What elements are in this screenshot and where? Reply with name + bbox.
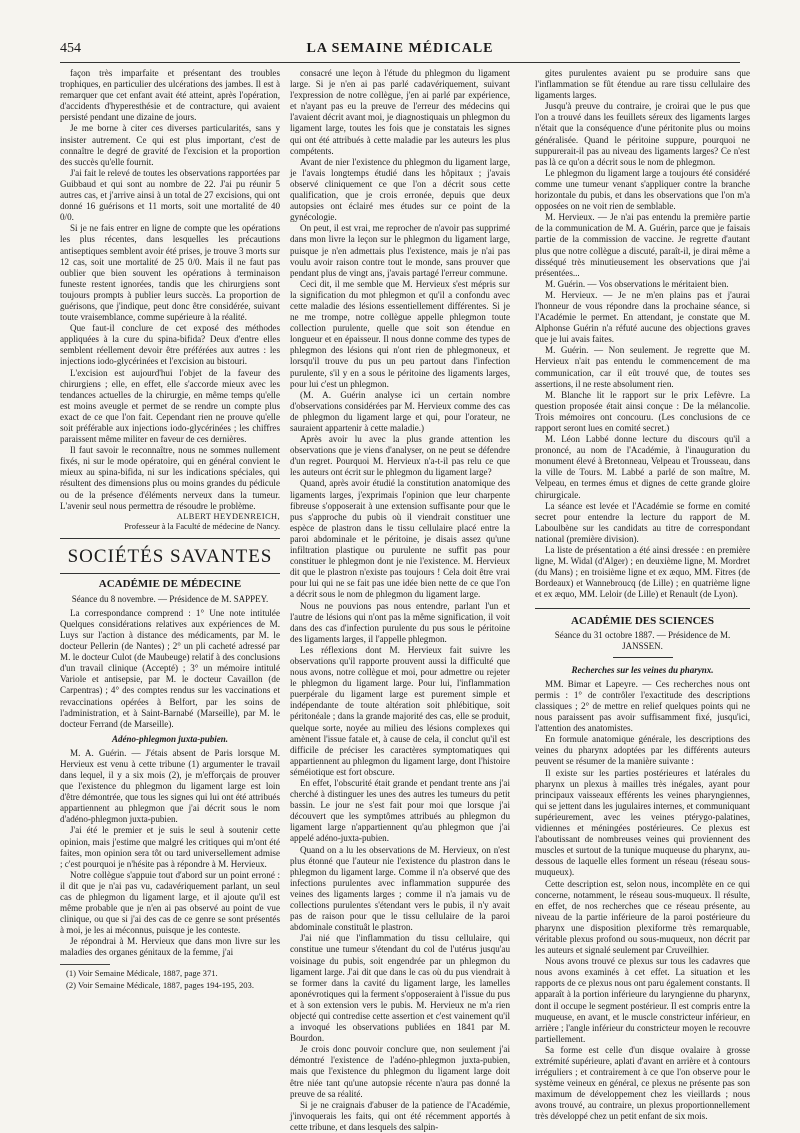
paragraph: La séance est levée et l'Académie se forme en comité secret pour entendre la lecture du rapport de M. Laboulbène sur les candidats au titre de correspondant national (première division). (535, 500, 750, 544)
paragraph: J'ai été le premier et je suis le seul à soutenir cette opinion, mais j'estime que malgré les critiques qui m'ont été faites, mon opinion sera tôt ou tard universellement admise ; c'est pourquoi je n'hésite pas à répondre à M. Hervieux. (60, 825, 280, 869)
paragraph: Quand, après avoir étudié la constitution anatomique des ligaments larges, j'exprimais l'opinion que leur charpente fibreuse s'opposerait à une extension suffisante pour que le pus s'approche du pubis où il viendrait constituer une espèce de plastron dans le tissu cellulaire placé entre la paroi abdominale et le péritoine, je disais assez qu'une infiltration plastique ou purulente ne suffit pas pour constituer le phlegmon dont je nie l'existence. M. Hervieux dit que le plastron n'existe pas toujours ! Cela doit être vrai pour lui qui ne se fait pas une idée bien nette de ce que l'on a décrit sous le nom de phlegmon du ligament large. (290, 478, 510, 600)
paragraph: En formule anatomique générale, les descriptions des veines du pharynx adoptées par les différents auteurs peuvent se résumer de la manière suivante : (535, 734, 750, 767)
subsection-title: Adéno-phlegmon juxta-pubien. (111, 733, 228, 744)
paragraph: Nous avons trouvé ce plexus sur tous les cadavres que nous avons examinés à cet effet. La situation et les rapports de ce plexus nous ont paru également constants. Il apparaît à la portion inférieure du laryngienne du pharynx, dont il occupe le segment postérieur. Il est compris entre la muqueuse, en avant, et le muscle constricteur inférieur, en arrière ; l'angle inférieur du constricteur moyen le recouvre partiellement. (535, 956, 750, 1044)
section-banner (60, 538, 280, 574)
paragraph: Si je ne fais entrer en ligne de compte que les opérations les plus récentes, dans lesquelles les précautions antiseptiques semblent avoir été prises, je trouve 3 morts sur 12 cas, soit une mortalité de 25 0/0. Mais il ne faut pas oublier que bien souvent les opérations à terminaison funeste restent ignorées, tandis que les chirurgiens sont toujours prompts à publier leurs succès. La proportion de guérisons, que j'indique, peut donc être considérée, suivant toute vraisemblance, comme supérieure à la réalité. (60, 223, 280, 323)
paragraph: gites purulentes avaient pu se produire sans que l'inflammation se fût étendue au rare tissu cellulaire des ligaments larges. (535, 68, 750, 101)
paragraph: Je répondrai à M. Hervieux que dans mon livre sur les maladies des organes génitaux de la femme, j'ai (60, 936, 280, 958)
paragraph: M. A. Guérin. — J'étais absent de Paris lorsque M. Hervieux est venu à cette tribune (1) argumenter le travail dans lequel, il y a six mois (2), je m'efforçais de prouver que l'existence du phlegmon du ligament large est loin d'être démontrée, que tous les signes qui lui ont été attribués appartiennent au phlegmon que j'ai décrit sous le nom d'adéno-phlegmon juxta-pubien. (60, 747, 280, 825)
correspondence-text: La correspondance comprend : 1° Une note intitulée Quelques considérations relatives aux expériences de M. Luys sur l'action à distance des médicaments, par M. le docteur Pellerin (de Nantes) ; 2° un pli cacheté adressé par M. le docteur Culot (de Maubeuge) relatif à des conclusions d'un travail clinique (Accepté) ; 3° un mémoire intitulé Variole et antisepsie, par M. le docteur Cavaillon (de Carpentras) ; 4° des comptes rendus sur les vaccinations et revaccinations opérées à Belfort, par les soins de l'administration, et à Saint-Barnabé (Marseille), par M. le docteur Ferrand (de Marseille). (60, 607, 280, 729)
academy-title-sciences: ACADÉMIE DES SCIENCES (570, 614, 715, 627)
paragraph: J'ai fait le relevé de toutes les observations rapportées par Guibbaud et qui sont au nombre de 22. J'ai pu réunir 5 autres cas, et j'arrive ainsi à un total de 27 excisions, qui ont donné 16 guérisons et 11 morts, soit une mortalité de 40 0/0. (60, 167, 280, 223)
paragraph: Avant de nier l'existence du phlegmon du ligament large, je l'avais longtemps étudié dans les hôpitaux ; j'avais observé cliniquement ce que l'on a décrit sous cette qualification, que je crois erronée, depuis que deux autopsies ont éclairé mes études sur ce point de la gynécologie. (290, 156, 510, 223)
academy-title: ACADÉMIE DE MÉDECINE (98, 578, 242, 591)
paragraph: Il faut savoir le reconnaître, nous ne sommes nullement fixés, ni sur le mode opératoire, qui en général convient le mieux au spina-bifida, ni sur les indications spéciales, qui résultent des dimensions plus ou moins grandes du pédicule ou de la présence d'éléments nerveux dans la tumeur. L'avenir seul nous permettra de résoudre le problème. (60, 445, 280, 511)
column-left (60, 68, 280, 991)
author-title: Professeur à la Faculté de médecine de Nancy. (124, 522, 280, 531)
section-divider (535, 608, 750, 609)
paragraph: Nous ne pouvions pas nous entendre, parlant l'un et l'autre de lésions qui n'ont pas la même signification, il voit dans des cas d'infection purulente du pus sous le péritoine des ligaments larges, il l'appelle phlegmon. (290, 600, 510, 644)
subsection-title-sciences: Recherches sur les veines du pharynx. (571, 664, 714, 675)
footnote: (1) Voir Semaine Médicale, 1887, page 371. (66, 967, 218, 978)
paragraph: M. Hervieux. — Je ne m'en plains pas et j'aurai l'honneur de vous répondre dans la prochaine séance, si l'Académie le permet. En attendant, je constate que M. Alphonse Guérin n'a réfuté aucune des objections graves que je lui avais faites. (535, 289, 750, 345)
paragraph: La liste de présentation a été ainsi dressée : en première ligne, M. Widal (d'Alger) ; en deuxième ligne, M. Mordret (du Mans) ; en troisième ligne et ex æquo, MM. Fitres (de Bordeaux) et Wannebroucq (de Lille) ; en quatrième ligne et ex æquo, MM. Leloir (de Lille) et Renault (de Lyon). (535, 545, 750, 600)
paragraph: Cette description est, selon nous, incomplète en ce qui concerne, notamment, le réseau sous-muqueux. Il résulte, en effet, de nos recherches que ce réseau présente, au niveau de la partie inférieure de la paroi postérieure du pharynx une disposition plexiforme très remarquable, véritable plexus profond ou sous-muqueux, non décrit par les auteurs et signalé seulement par Cruveilhier. (535, 878, 750, 956)
author-signature: ALBERT HEYDENREICH, (176, 511, 280, 521)
column-right (535, 68, 750, 1123)
paragraph: MM. Bimar et Lapeyre. — Ces recherches nous ont permis : 1° de contrôler l'exactitude des descriptions classiques ; 2° de mettre en relief quelques points qui ne nous paraissent pas avoir suffisamment fixé, jusqu'ici, l'attention des anatomistes. (535, 678, 750, 734)
paragraph: Les réflexions dont M. Hervieux fait suivre les observations qu'il rapporte prouvent aussi la difficulté que nous avons, notre collègue et moi, pour admettre ou rejeter le phlegmon du ligament large. Pour lui, l'inflammation puerpérale du ligament large est purement simple et indépendante de toute altération soit phlébitique, soit péritonéale ; dans la grande majorité des cas, elle se produit, quelque sorte, noyée au milieu des lésions complexes qui amènent l'issue fatale et, à cause de cela, il conclut qu'il est difficile de préciser les caractères symptomatiques qui appartiennent au phlegmon du ligament large, dont l'histoire séméiotique est fort obscure. (290, 644, 510, 777)
paragraph: (M. A. Guérin analyse ici un certain nombre d'observations considérées par M. Hervieux comme des cas de phlegmon du ligament large et qui, pour l'orateur, ne sauraient appartenir à cette maladie.) (290, 389, 510, 433)
paragraph: Notre collègue s'appuie tout d'abord sur un point erroné : il dit que je n'ai pas vu, cadavériquement parlant, un seul cas de phlegmon du ligament large, et il ajoute qu'il est même probable que je n'en ai pas observé au point de vue clinique, ou que si j'ai des cas de ce genre se sont présentés à moi, je les ai méconnus, puisque je les conteste. (60, 869, 280, 936)
paragraph: Quand on a lu les observations de M. Hervieux, on n'est plus étonné que l'auteur nie l'existence du plastron dans le phlegmon du ligament large. Comme il n'a observé que des infections purulentes avec inflammation suppurée des veines des ligaments larges ; comme il n'a jamais vu de collections purulentes s'étendant vers le pubis, il n'y avait pas de raison pour que le tissu cellulaire de la paroi abdominale constituât le plastron. (290, 844, 510, 933)
session-line: Séance du 8 novembre. — Présidence de M. SAPPEY. (71, 593, 269, 604)
paragraph: M. Léon Labbé donne lecture du discours qu'il a prononcé, au nom de l'Académie, à l'inauguration du monument élevé à Bretonneau, Velpeau et Trousseau, dans la ville de Tours. M. Labbé a parlé de son maître, M. Velpeau, en termes émus et dignes de cette grande gloire chirurgicale. (535, 434, 750, 500)
paragraph: M. Hervieux. — Je n'ai pas entendu la première partie de la communication de M. A. Guérin, parce que je faisais partie de la commission de vaccine. Je regrette d'autant plus que notre collègue a discuté, paraît-il, je dirai même a disséqué très minutieusement les observations que j'ai présentées... (535, 212, 750, 278)
paragraph: En effet, l'obscurité était grande et pendant trente ans j'ai cherché à distinguer les unes des autres les tumeurs du petit bassin. Le jour ne s'est fait pour moi que lorsque j'ai découvert que les symptômes attribués au phlegmon du ligament large n'appartiennent qu'au phlegmon que j'ai appelé adéno-juxta-pubien. (290, 778, 510, 844)
paragraph: Jusqu'à preuve du contraire, je croirai que le pus que l'on a trouvé dans les feuillets séreux des ligaments larges n'était que la conséquence d'une péritonite plus ou moins généralisée. Quand le péritoine suppure, pourquoi ne suppurerait-il pas au niveau des ligaments larges? Ce n'est pas là ce qu'on a décrit sous le nom de phlegmon. (535, 101, 750, 167)
paragraph: J'ai nié que l'inflammation du tissu cellulaire, qui constitue une tumeur s'étendant du col de l'utérus jusqu'au voisinage du pubis, soit engendrée par un phlegmon du ligament large. J'ai dit que dans le cas où du pus viendrait à se former dans la cavité du ligament large, les lamelles aponévrotiques qui la ferment s'opposeraient à l'issue du pus et à son extension vers le pubis. M. Hervieux ne m'a rien objecté qui contredise cette assertion et c'est vainement qu'il a invoqué les observations publiées en 1841 par M. Bourdon. (290, 933, 510, 1044)
header-rule (60, 62, 740, 63)
column-middle (290, 68, 510, 1133)
paragraph: Il existe sur les parties postérieures et latérales du pharynx un plexus à mailles très inégales, ayant pour principaux vaisseaux efférents les veines pharyngiennes, qui se jettent dans les jugulaires internes, et communiquant supérieurement, avec les veines ptérygo-palatines, vidiennes et méningées postérieures. Ce plexus est l'aboutissant de nombreuses veines qui proviennent des muscles et surtout de la tunique muqueuse du pharynx, au-dessous de laquelle elles forment un réseau (réseau sous-muqueux). (535, 767, 750, 878)
paragraph: consacré une leçon à l'étude du phlegmon du ligament large. Si je n'en ai pas parlé cadavériquement, suivant l'expression de notre collègue, j'en ai parlé par expérience, et n'ayant pas eu la preuve de l'erreur des médecins qui l'avaient décrit avant moi, je diagnostiquais un phlegmon du ligament large, toutes les fois que je constatais les signes qui ont été attribués à cette maladie par les auteurs les plus compétents. (290, 68, 510, 156)
footnote: (2) Voir Semaine Médicale, 1887, pages 194-195, 203. (66, 980, 254, 991)
paragraph: Je me borne à citer ces diverses particularités, sans y insister autrement. Ce qui est plus important, c'est de connaître le degré de gravité de l'excision et la proportion des succès qu'elle fournit. (60, 123, 280, 167)
journal-title: LA SEMAINE MÉDICALE (306, 41, 494, 56)
small-rule (613, 657, 673, 658)
paragraph: Que faut-il conclure de cet exposé des méthodes appliquées à la cure du spina-bifida? Deux d'entre elles semblent réellement devoir être préférées aux autres : les injections iodo-glycérinées et l'excision au bistouri. (60, 323, 280, 367)
paragraph: M. Guérin. — Non seulement. Je regrette que M. Hervieux n'ait pas entendu le commencement de ma communication, car il eût trouvé que, de toutes ses assertions, il ne reste absolument rien. (535, 345, 750, 389)
paragraph: M. Guérin. — Vos observations le méritaient bien. (545, 278, 729, 289)
session-line-sciences: Séance du 31 octobre 1887. — Présidence de M. JANSSEN. (554, 629, 731, 651)
paragraph: L'excision est aujourd'hui l'objet de la faveur des chirurgiens ; elle, en effet, elle s'accorde mieux avec les tendances actuelles de la chirurgie, en même temps qu'elle est moins aveugle et permet de se rendre un compte plus exact de ce que l'on fait. Cependant rien ne prouve qu'elle soit préférable aux injections iodo-glycérinées ; les chiffres paraissent même militer en faveur de ces dernières. (60, 367, 280, 445)
paragraph: Après avoir lu avec la plus grande attention les observations que je viens d'analyser, on ne peut se défendre d'un regret. Pourquoi M. Hervieux n'a-t-il pas relu ce que les auteurs ont écrit sur le phlegmon du ligament large? (290, 434, 510, 478)
paragraph: façon très imparfaite et présentant des troubles trophiques, en particulier des ulcérations des jambes. Il est à remarquer que cet enfant avait été atteint, après l'opération, d'accidents d'hyperesthésie et de contracture, qui avaient persisté pendant une dizaine de jours. (60, 68, 280, 123)
paragraph: M. Blanche lit le rapport sur le prix Lefèvre. La question proposée était ainsi conçue : De la mélancolie. Trois mémoires ont concouru. (Les conclusions de ce rapport seront lues en comité secret.) (535, 389, 750, 433)
page-header (60, 41, 740, 63)
paragraph: Je crois donc pouvoir conclure que, non seulement j'ai démontré l'existence de l'adéno-phlegmon juxta-pubien, mais que l'existence du phlegmon du ligament large doit être niée tant qu'une autopsie récente n'aura pas donné la preuve de sa réalité. (290, 1044, 510, 1099)
footnote-rule (60, 964, 110, 965)
paragraph: Le phlegmon du ligament large a toujours été considéré comme une tumeur venant s'appliquer contre la branche horizontale du pubis, et dans les observations que l'on m'a opposées on ne voit rien de semblable. (535, 167, 750, 212)
paragraph: Si je ne craignais d'abuser de la patience de l'Académie, j'invoquerais les faits, qui ont été récemment apportés à cette tribune, et dans lesquels des salpin- (290, 1099, 510, 1132)
section-title: SOCIÉTÉS SAVANTES (67, 546, 273, 568)
paragraph: Sa forme est celle d'un disque ovalaire à grosse extrémité supérieure, aplati d'avant en arrière et à contours irréguliers ; et contrairement à ce que l'on observe pour le système veineux en général, ce plexus ne présente pas son maximum de développement chez les vieillards ; nous avons trouvé, au contraire, un plexus proportionnellement très développé chez un petit enfant de six mois. (535, 1044, 750, 1122)
page-number: 454 (60, 41, 81, 56)
paragraph: On peut, il est vrai, me reprocher de n'avoir pas supprimé dans mon livre la leçon sur le phlegmon du ligament large, puisque je n'en admettais plus l'existence, mais je n'ai pas voulu avoir raison contre tout le monde, sans prouver que pendant plus de vingt ans, j'avais partagé l'erreur commune. (290, 223, 510, 278)
paragraph: Ceci dit, il me semble que M. Hervieux s'est mépris sur la signification du mot phlegmon et qu'il a confondu avec cette maladie des lésions essentiellement différentes. Si je ne me trompe, notre collègue appelle phlegmon toute collection purulente, quelle que soit son étendue en longueur et en épaisseur. Il nous donne comme des types de phlegmon des lésions qui n'ont rien de phlegmoneux, et lorsqu'il trouve du pus un peu partout dans l'infection purulente, s'il y en a sous le péritoine des ligaments larges, pour lui c'est un phlegmon. (290, 278, 510, 389)
